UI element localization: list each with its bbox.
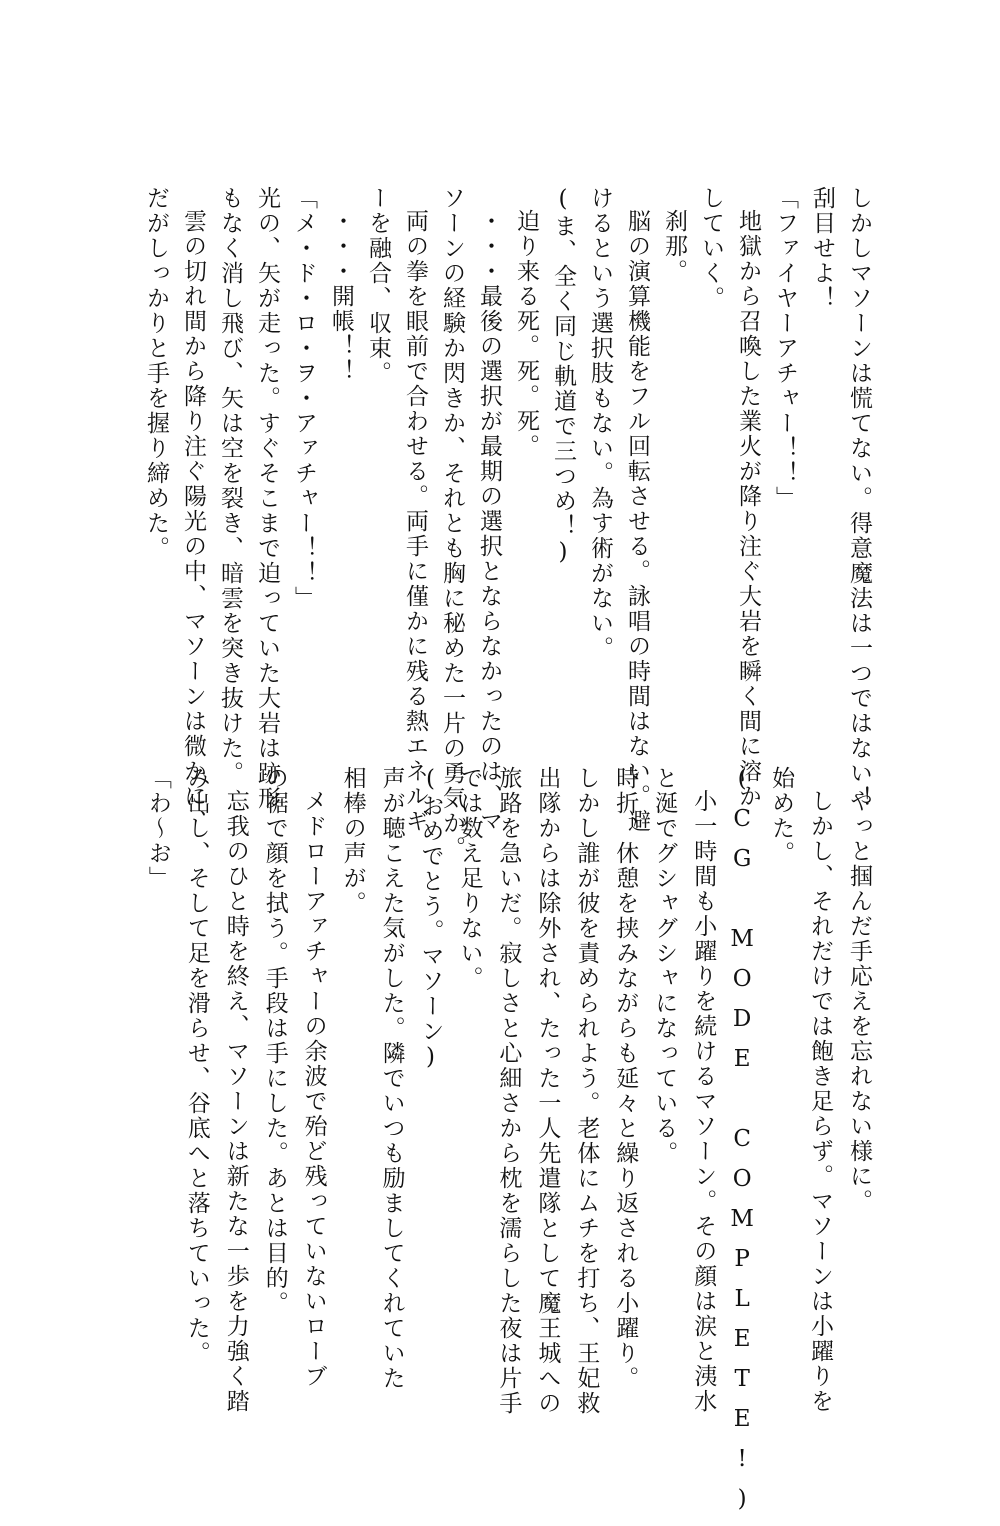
- text-line: の裾で顔を拭う。手段は手にした。あとは目的。: [261, 766, 288, 1316]
- text-line: 雲の切れ間から降り注ぐ陽光の中、マソーンは微かに、: [180, 209, 206, 834]
- text-line: み出し、そして足を滑らせ、谷底へと落ちていった。: [183, 766, 210, 1366]
- text-line: 始めた。: [768, 766, 795, 866]
- text-line: 小一時間も小躍りを続けるマソーン。その顔は涙と洟水: [690, 789, 717, 1414]
- text-line: 光の、矢が走った。すぐそこまで迫っていた大岩は跡形: [254, 186, 280, 811]
- text-line: ・・・最後の選択が最期の選択とならなかったのは、マ: [476, 209, 502, 834]
- text-line: と涎でグシャグシャになっている。: [651, 766, 678, 1166]
- text-line: けるという選択肢もない。為す術がない。: [587, 186, 613, 661]
- text-line: やっと掴んだ手応えを忘れない様に。: [846, 789, 872, 1214]
- text-line: 時折、休憩を挟みながらも延々と繰り返される小躍り。: [612, 766, 639, 1391]
- text-line: 両の拳を眼前で合わせる。両手に僅かに残る熱エネルギ: [402, 209, 428, 834]
- text-line: していく。: [698, 186, 724, 311]
- text-line: ・・・開帳！！: [328, 209, 354, 384]
- lower-text-block: [130, 766, 872, 1526]
- text-line: 声が聴こえた気がした。隣でいつも励ましてくれていた: [378, 766, 405, 1391]
- text-line: 迫り来る死。死。死。: [513, 209, 539, 459]
- text-line: しかし、それだけでは飽き足らず。マソーンは小躍りを: [807, 789, 834, 1414]
- text-line: 刮目せよ！: [809, 186, 835, 311]
- text-line: 忘我のひと時を終え、マソーンは新たな一歩を力強く踏: [222, 789, 249, 1414]
- text-line: 地獄から召喚した業火が降り注ぐ大岩を瞬く間に溶か: [735, 209, 761, 809]
- text-line: メドローアァチャーの余波で殆ど残っていないローブ: [300, 789, 327, 1389]
- text-line: では数え足りない。: [456, 766, 483, 991]
- text-line: しかしマソーンは慌てない。得意魔法は一つではない！: [846, 186, 872, 811]
- text-line: 旅路を急いだ。寂しさと心細さから枕を濡らした夜は片手: [495, 766, 522, 1416]
- text-line: 「メ・ド・ロ・ヲ・アァチャー！！」: [291, 186, 317, 611]
- text-line: 「ファイヤーアチャー！！」: [772, 186, 798, 511]
- text-line: だがしっかりと手を握り締めた。: [143, 186, 169, 561]
- text-line: ーを融合、収束。: [365, 186, 391, 386]
- text-line: しかし誰が彼を責められよう。老体にムチを打ち、王妃救: [573, 766, 600, 1416]
- text-line: もなく消し飛び、矢は空を裂き、暗雲を突き抜けた。: [217, 186, 243, 786]
- text-line: 相棒の声が。: [339, 766, 366, 916]
- text-line: (CG MODE COMPLETE!): [729, 766, 756, 1526]
- text-line: 「わ～お」: [144, 766, 171, 891]
- text-line: (おめでとう。マソーン): [417, 766, 444, 1072]
- text-line: (ま、全く同じ軌道で三つめ！): [550, 186, 576, 567]
- text-line: 脳の演算機能をフル回転させる。詠唱の時間はない。避: [624, 209, 650, 834]
- text-line: ソーンの経験か閃きか、それとも胸に秘めた一片の勇気か。: [439, 186, 465, 861]
- text-line: 刹那。: [661, 209, 687, 284]
- text-line: 出隊からは除外され、たった一人先遣隊として魔王城への: [534, 766, 561, 1416]
